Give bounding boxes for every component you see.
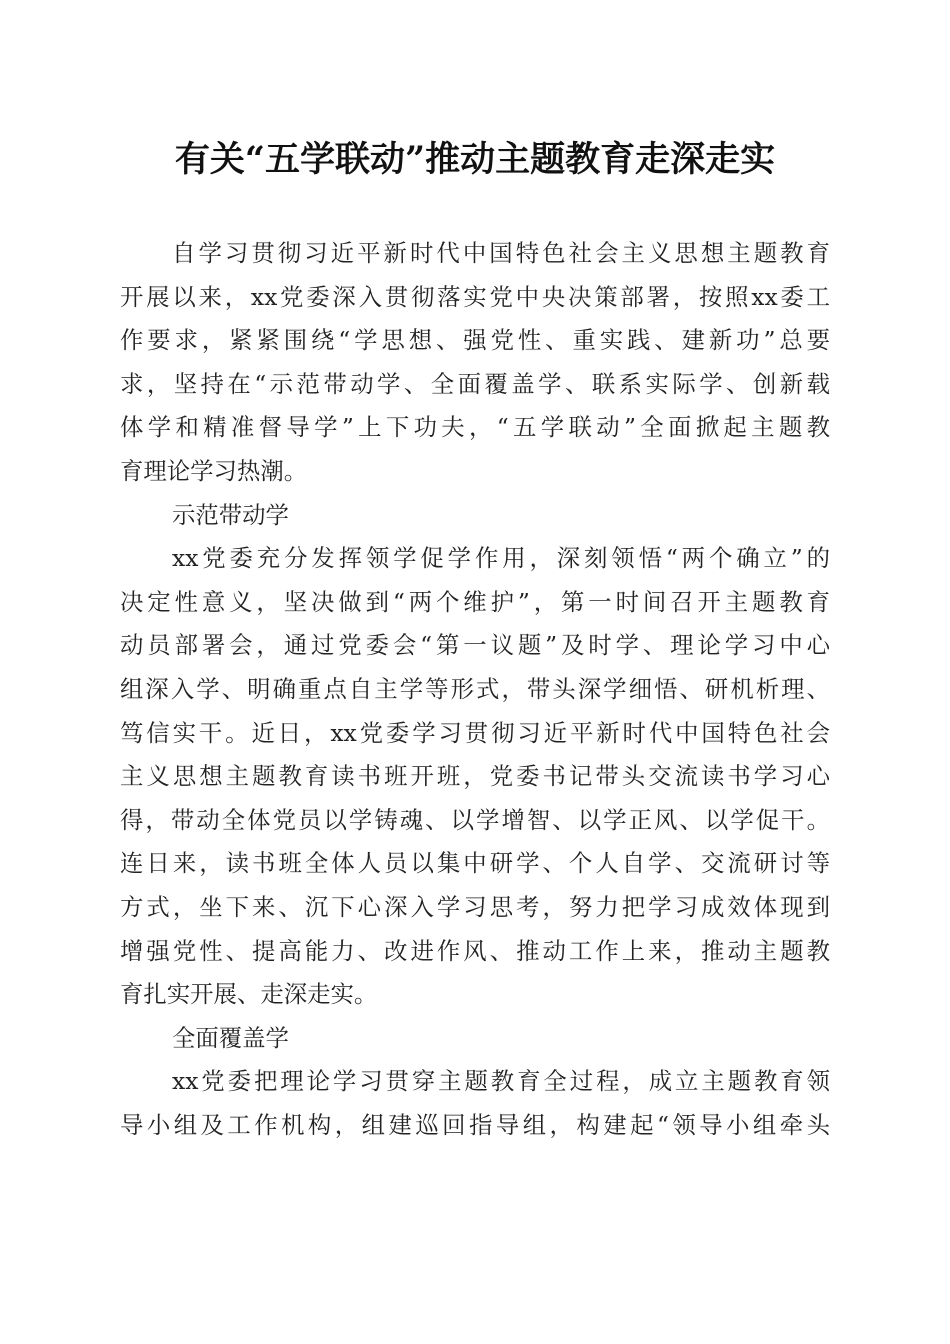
text-line: 导小组及工作机构，组建巡回指导组，构建起“领导小组牵头 bbox=[120, 1110, 830, 1139]
text-line: 组深入学、明确重点自主学等形式，带头深学细悟、研机析理、 bbox=[120, 674, 830, 703]
text-line: 开展以来，xx党委深入贯彻落实党中央决策部署，按照xx委工 bbox=[120, 282, 830, 311]
text-line: 求，坚持在“示范带动学、全面覆盖学、联系实际学、创新载 bbox=[120, 369, 830, 398]
text-line: 得，带动全体党员以学铸魂、以学增智、以学正风、以学促干。 bbox=[120, 805, 830, 834]
document-body bbox=[120, 232, 830, 1147]
document-title: 有关“五学联动”推动主题教育走深走实 bbox=[174, 139, 776, 180]
text-line: 笃信实干。近日，xx党委学习贯彻习近平新时代中国特色社会 bbox=[120, 718, 830, 747]
text-line: 作要求，紧紧围绕“学思想、强党性、重实践、建新功”总要 bbox=[120, 326, 830, 355]
text-line: 育理论学习热潮。 bbox=[120, 456, 308, 485]
section-heading-demonstration: 示范带动学 bbox=[172, 500, 289, 529]
text-line: xx党委充分发挥领学促学作用，深刻领悟“两个确立”的 bbox=[172, 544, 830, 573]
text-line: 育扎实开展、走深走实。 bbox=[120, 980, 378, 1009]
intro-paragraph bbox=[120, 232, 830, 494]
text-line: 体学和精准督导学”上下功夫，“五学联动”全面掀起主题教 bbox=[120, 413, 830, 442]
text-line: 动员部署会，通过党委会“第一议题”及时学、理论学习中心 bbox=[120, 631, 830, 660]
text-line: 增强党性、提高能力、改进作风、推动工作上来，推动主题教 bbox=[120, 936, 830, 965]
text-line: xx党委把理论学习贯穿主题教育全过程，成立主题教育领 bbox=[172, 1067, 830, 1096]
demonstration-paragraph bbox=[120, 537, 830, 1017]
section-heading-full-coverage: 全面覆盖学 bbox=[172, 1023, 289, 1052]
text-line: 主义思想主题教育读书班开班，党委书记带头交流读书学习心 bbox=[120, 762, 830, 791]
text-line: 决定性意义，坚决做到“两个维护”，第一时间召开主题教育 bbox=[120, 587, 830, 616]
text-line: 自学习贯彻习近平新时代中国特色社会主义思想主题教育 bbox=[172, 239, 830, 267]
full-coverage-paragraph bbox=[120, 1060, 830, 1147]
text-line: 连日来，读书班全体人员以集中研学、个人自学、交流研讨等 bbox=[120, 849, 830, 878]
text-line: 方式，坐下来、沉下心深入学习思考，努力把学习成效体现到 bbox=[120, 892, 830, 921]
